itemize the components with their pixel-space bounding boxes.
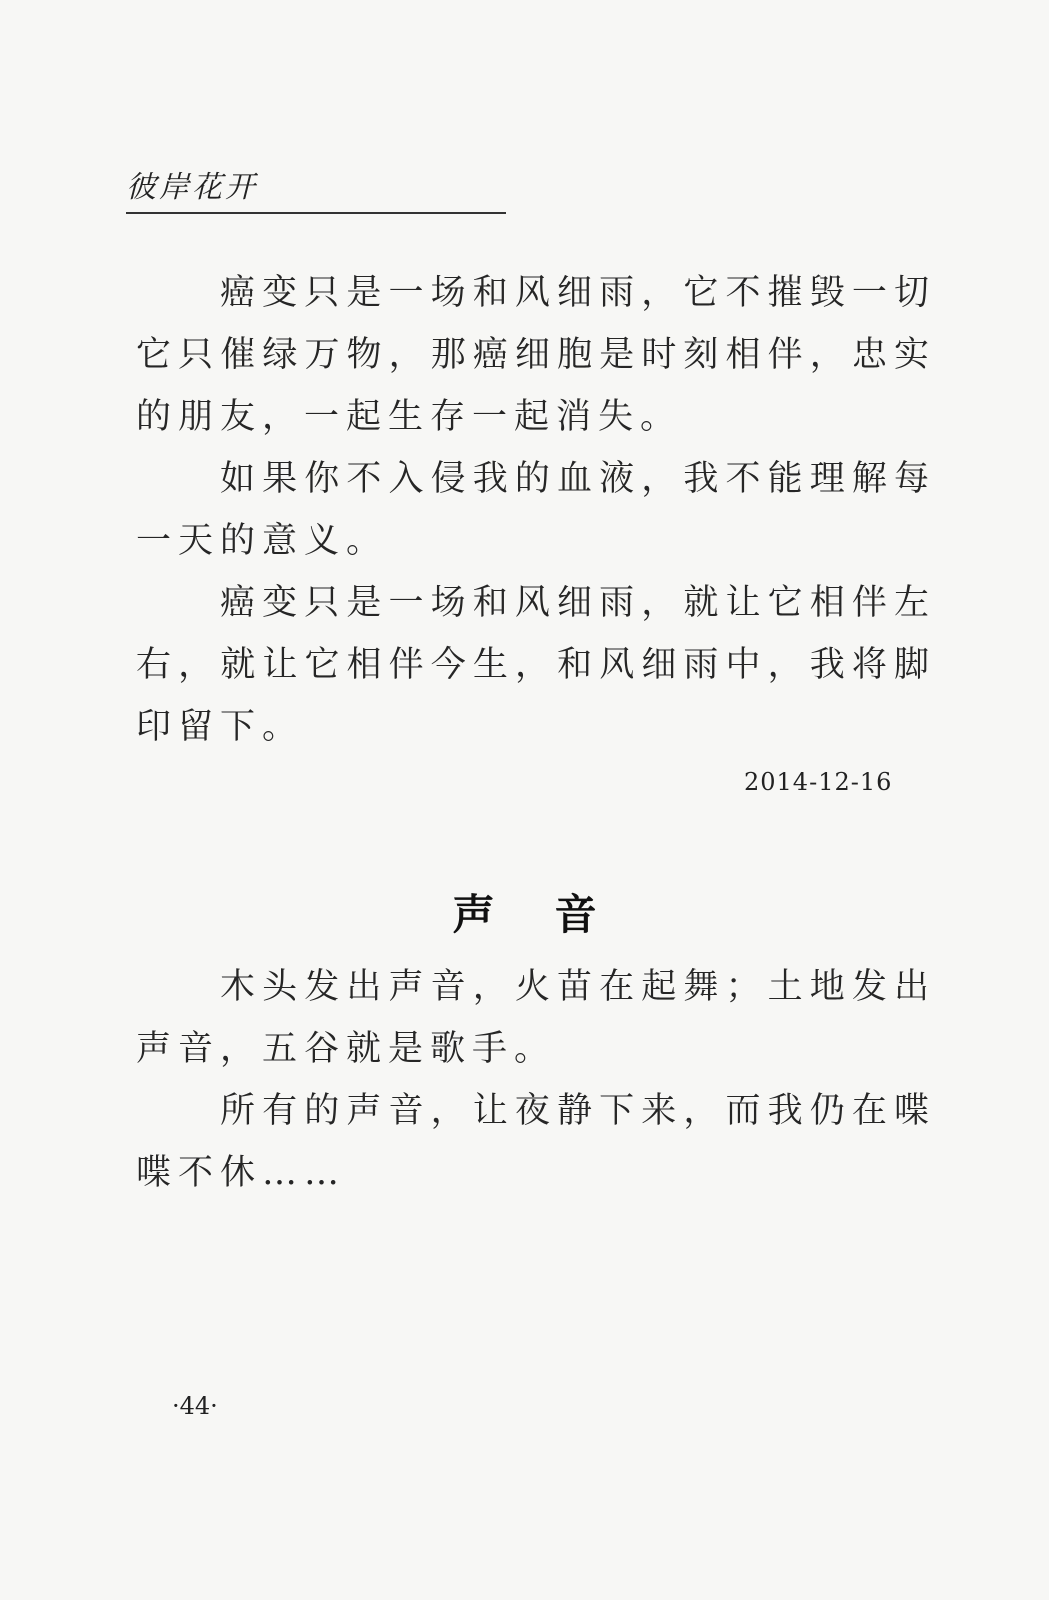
date-stamp: 2014-12-16 <box>744 768 893 796</box>
section-1-body <box>136 262 936 758</box>
paragraph: 如果你不入侵我的血液，我不能理解每一天的意义。 <box>136 459 936 561</box>
paragraph: 所有的声音，让夜静下来，而我仍在喋喋不休…… <box>136 1091 936 1193</box>
section-2-body <box>136 956 936 1204</box>
running-header <box>126 168 506 214</box>
paragraph: 癌变只是一场和风细雨，就让它相伴左右，就让它相伴今生，和风细雨中，我将脚印留下。 <box>136 583 936 747</box>
page-number: ·44· <box>172 1392 218 1420</box>
paragraph: 木头发出声音，火苗在起舞；土地发出声音，五谷就是歌手。 <box>136 967 936 1069</box>
running-title: 彼岸花开 <box>126 170 258 205</box>
paragraph: 癌变只是一场和风细雨，它不摧毁一切它只催绿万物，那癌细胞是时刻相伴，忠实的朋友，一起生存一起消失。 <box>136 273 936 437</box>
section-title: 声音 <box>452 890 657 939</box>
